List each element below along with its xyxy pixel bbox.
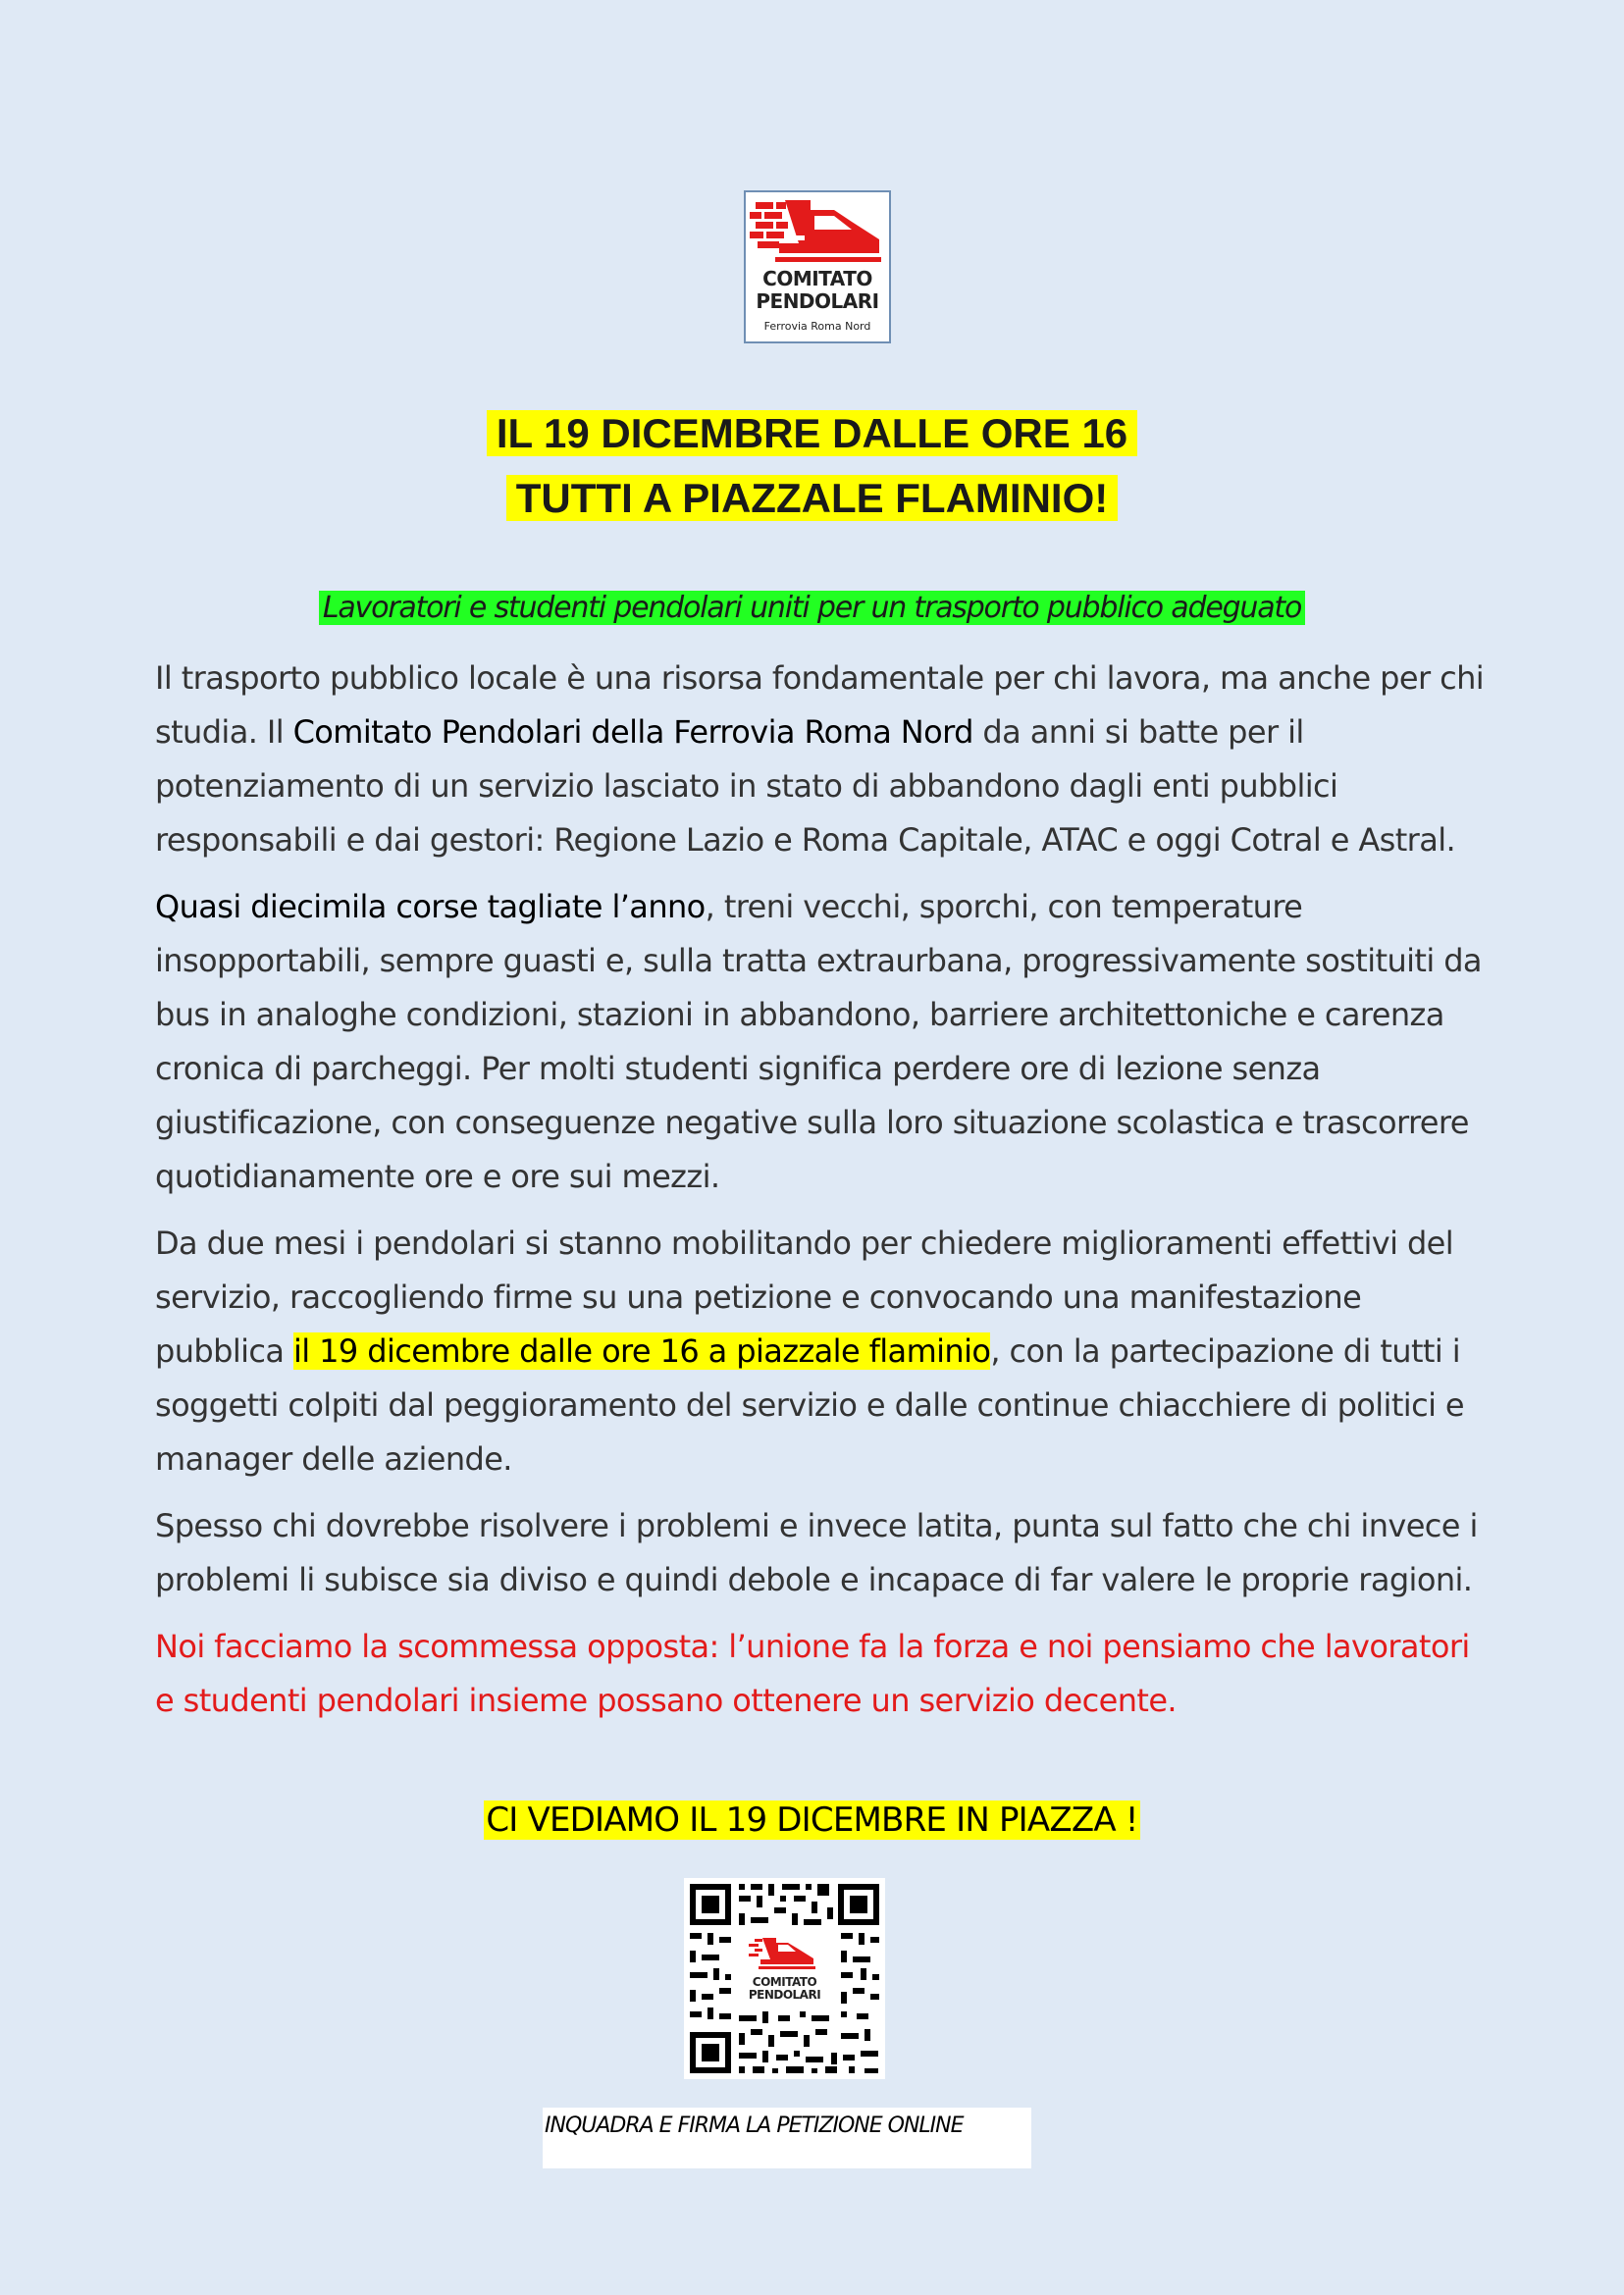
body-text	[155, 652, 1490, 1741]
committee-logo	[744, 190, 891, 343]
subtitle	[0, 585, 1624, 632]
paragraph-2-text: , treni vecchi, sporchi, con temperature insopportabili, sempre guasti e, sulla tratta extraurbana, progressivamente sostituiti da bus in analoghe condizioni, stazioni in abbandono, barriere architettoniche e carenza cronica di parcheggi. Per molti studenti significa perdere ore di lezione senza giustificazione, con conseguenze negative sulla loro situazione scolastica e trascorrere quotidianamente ore e ore sui mezzi.	[155, 888, 1482, 1195]
qr-logo-text	[684, 1976, 885, 2002]
cuts-emphasis: Quasi diecimila corse tagliate l’anno	[155, 888, 706, 925]
committee-name: Comitato Pendolari della Ferrovia Roma Nord	[292, 713, 973, 751]
subtitle-text: Lavoratori e studenti pendolari uniti per un trasporto pubblico adeguato	[319, 591, 1305, 625]
headline-place: TUTTI A PIAZZALE FLAMINIO!	[506, 475, 1118, 521]
paragraph-4: Spesso chi dovrebbe risolvere i problemi e invece latita, punta sul fatto che chi invece i problemi li subisce sia diviso e quindi debole e incapace di far valere le proprie ragioni.	[155, 1507, 1478, 1598]
paragraph-3-text-a: Da due mesi i pendolari si stanno mobilitando per chiedere miglioramenti effettivi del servizio, raccogliendo firme su una petizione e convocando una manifestazione pubblica	[155, 1225, 1454, 1370]
qr-logo-line-1: COMITATO	[752, 1975, 817, 1989]
headline-line-2	[0, 469, 1624, 528]
call-to-action	[0, 1796, 1624, 1845]
paragraph-1-text-b: da anni si batte per il potenziamento di un servizio lasciato in stato di abbandono dagli enti pubblici responsabili e dai gestori: Regione Lazio e Roma Capitale, ATAC e oggi Cotral e Astral.	[155, 713, 1456, 859]
petition-qr-code[interactable]	[684, 1878, 885, 2079]
call-to-action-text: CI VEDIAMO IL 19 DICEMBRE IN PIAZZA !	[486, 1800, 1138, 1840]
train-logo-icon	[750, 196, 885, 265]
logo-text-pendolari: PENDOLARI	[756, 289, 879, 313]
paragraph-3-text-b: , con la partecipazione di tutti i soggetti colpiti dal peggioramento del servizio e dalle continue chiacchiere di politici e manager delle aziende.	[155, 1332, 1465, 1478]
paragraph-1-text-a: Il trasporto pubblico locale è una risorsa fondamentale per chi lavora, ma anche per chi studia. Il	[155, 659, 1485, 751]
event-highlight: il 19 dicembre dalle ore 16 a piazzale flaminio	[292, 1332, 991, 1370]
headline-line-1	[0, 404, 1624, 463]
paragraph-3	[155, 1217, 1490, 1487]
qr-caption: INQUADRA E FIRMA LA PETIZIONE ONLINE	[545, 2113, 964, 2138]
paragraph-1	[155, 652, 1490, 867]
paragraph-5-red: Noi facciamo la scommessa opposta: l’unione fa la forza e noi pensiamo che lavoratori e studenti pendolari insieme possano ottenere un servizio decente.	[155, 1628, 1470, 1719]
logo-text-comitato: COMITATO	[762, 267, 872, 290]
qr-logo-line-2: PENDOLARI	[748, 1988, 821, 2002]
paragraph-2	[155, 880, 1490, 1204]
qr-caption-box	[543, 2108, 1031, 2168]
headline-date: IL 19 DICEMBRE DALLE ORE 16	[487, 410, 1137, 456]
logo-text-ferrovia: Ferrovia Roma Nord	[763, 320, 871, 333]
